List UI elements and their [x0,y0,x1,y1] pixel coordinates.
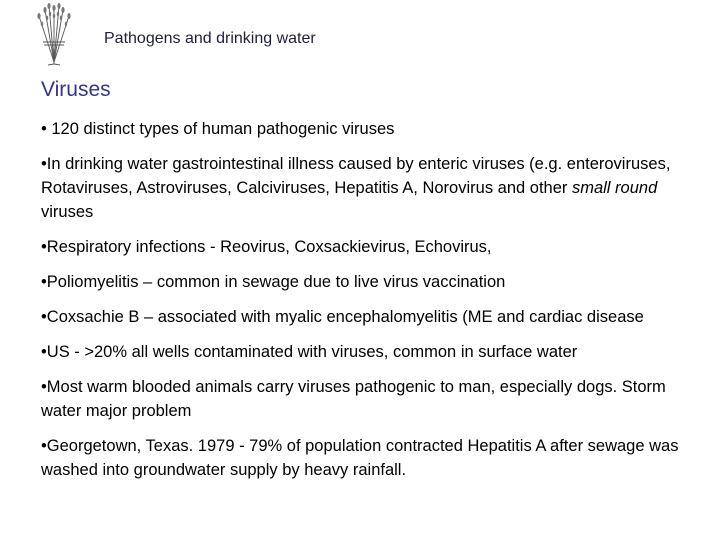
page-title: Pathogens and drinking water [104,30,316,47]
list-item: •US - >20% all wells contaminated with viruses, common in surface water [41,343,578,361]
list-item [41,152,701,224]
list-item: •Most warm blooded animals carry viruses pathogenic to man, especially dogs. Storm water major problem [41,378,666,420]
list-item: •Respiratory infections - Reovirus, Coxsackievirus, Echovirus, [41,238,492,256]
section-heading: Viruses [41,78,111,101]
list-item-text: viruses [41,203,94,221]
list-item: •Coxsachie B – associated with myalic encephalomyelitis (ME and cardiac disease [41,308,644,326]
list-item: •Poliomyelitis – common in sewage due to live virus vaccination [41,273,506,291]
list-item-text: •In drinking water gastrointestinal illness caused by enteric viruses (e.g. enteroviruses, Rotaviruses, Astroviruses, Calciviruses, Hepatitis A, Norovirus and other [41,155,671,197]
list-item: • 120 distinct types of human pathogenic viruses [41,120,395,138]
wheat-sheaf-icon [33,2,75,66]
list-item: •Georgetown, Texas. 1979 - 79% of population contracted Hepatitis A after sewage was washed into groundwater supply by heavy rainfall. [41,437,679,479]
list-item-italic-text: small round [571,179,658,197]
bullet-list [41,117,701,493]
